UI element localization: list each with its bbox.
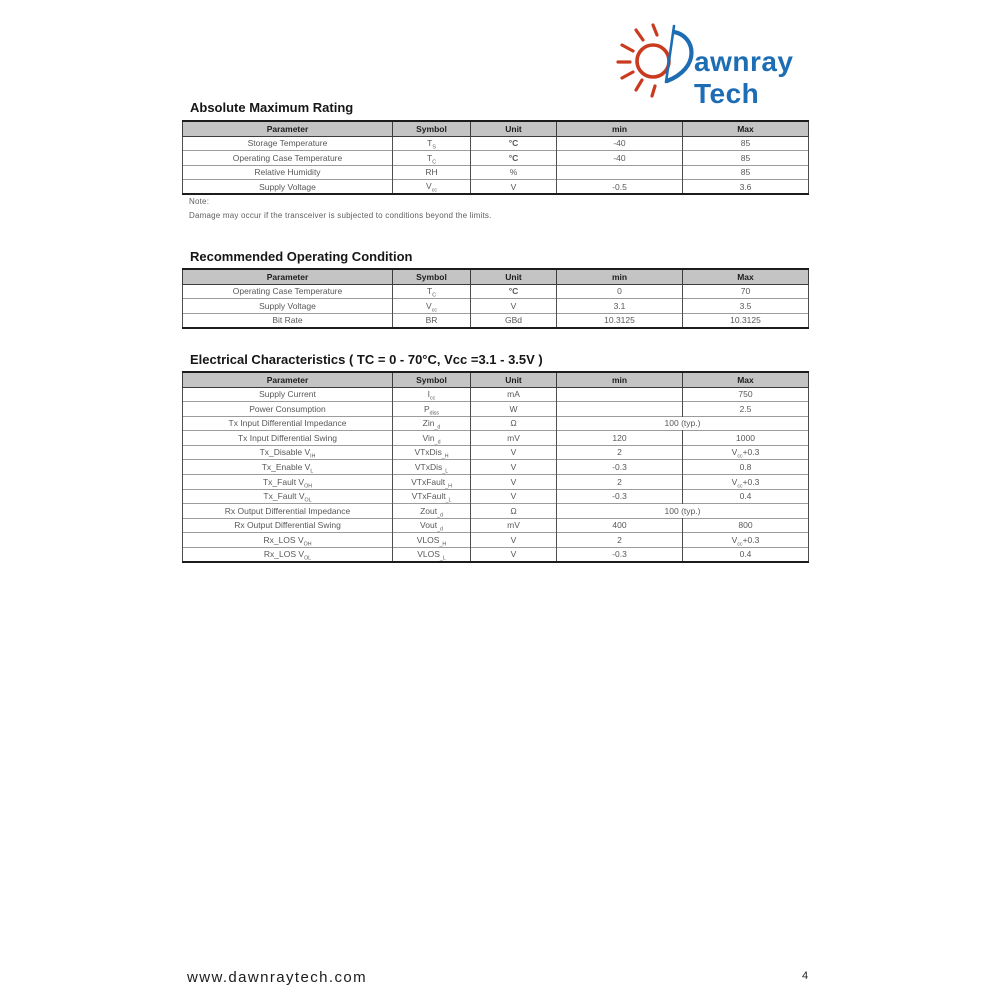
table-cell: 400 xyxy=(557,518,683,533)
table-cell: 0.8 xyxy=(683,460,809,475)
table-row xyxy=(183,416,809,431)
table-row xyxy=(183,402,809,417)
table-cell: $V_{cc}+0.3$ xyxy=(683,533,809,548)
table-cell: V xyxy=(471,548,557,563)
table-cell: Tx_Enable $V_L$ xyxy=(183,460,393,475)
table-cell: 85 xyxy=(683,151,809,166)
table-row xyxy=(183,299,809,314)
table-row xyxy=(183,504,809,519)
table-cell: 100 (typ.) xyxy=(557,416,809,431)
table-cell: V xyxy=(471,180,557,195)
table-cell: Relative Humidity xyxy=(183,165,393,180)
table-cell: Power Consumption xyxy=(183,402,393,417)
table-cell xyxy=(557,165,683,180)
table-cell: 10.3125 xyxy=(557,313,683,328)
table-cell: 2 xyxy=(557,445,683,460)
table-cell: 3.5 xyxy=(683,299,809,314)
table-cell: Vin$_{\_d}$ xyxy=(393,431,471,446)
table-cell: V xyxy=(471,489,557,504)
table-row xyxy=(183,548,809,563)
recommended-operating-condition-table xyxy=(182,268,809,329)
table-cell xyxy=(557,402,683,417)
table-row xyxy=(183,460,809,475)
logo-d xyxy=(666,26,692,82)
table-row xyxy=(183,431,809,446)
footer-url: www.dawnraytech.com xyxy=(187,969,367,986)
table-cell: 750 xyxy=(683,387,809,402)
table-row xyxy=(183,445,809,460)
sun-circle-icon xyxy=(637,45,669,77)
section-title-recommended-operating-condition: Recommended Operating Condition xyxy=(190,249,413,264)
note-text: Damage may occur if the transceiver is subjected to conditions beyond the limits. xyxy=(189,211,492,220)
table-cell: 100 (typ.) xyxy=(557,504,809,519)
table-cell: -0.3 xyxy=(557,489,683,504)
table-cell: V xyxy=(471,533,557,548)
table-cell: Vout$_{\_d}$ xyxy=(393,518,471,533)
table-cell: mV xyxy=(471,518,557,533)
column-header-min: min xyxy=(557,121,683,136)
table-cell: $VLOS_{\_L}$ xyxy=(393,548,471,563)
table-cell: Rx_LOS $V_{OL}$ xyxy=(183,548,393,563)
section-title-electrical-characteristics: Electrical Characteristics ( TC = 0 - 70°C, Vcc =3.1 - 3.5V ) xyxy=(190,352,543,367)
table-cell: $T_S$ xyxy=(393,136,471,151)
table-cell: V xyxy=(471,445,557,460)
table-cell: °C xyxy=(471,151,557,166)
table-cell: % xyxy=(471,165,557,180)
table-cell: 85 xyxy=(683,165,809,180)
column-header-min: min xyxy=(557,372,683,387)
table-cell: -0.3 xyxy=(557,460,683,475)
table-cell: 85 xyxy=(683,136,809,151)
column-header-unit: Unit xyxy=(471,269,557,284)
table-cell: $VLOS_{\_H}$ xyxy=(393,533,471,548)
table-cell: V xyxy=(471,460,557,475)
section-title-absolute-maximum-rating: Absolute Maximum Rating xyxy=(190,100,354,115)
table-cell: Rx Output Differential Swing xyxy=(183,518,393,533)
table-cell: Tx Input Differential Swing xyxy=(183,431,393,446)
table-cell: Zout$_{\_d}$ xyxy=(393,504,471,519)
table-cell: VTxFault$_{\_H}$ xyxy=(393,475,471,490)
table-cell: 2 xyxy=(557,533,683,548)
table-cell: VTxDis$_{\_L}$ xyxy=(393,460,471,475)
table-cell: GBd xyxy=(471,313,557,328)
table-cell: Zin$_{\_d}$ xyxy=(393,416,471,431)
table-cell: -40 xyxy=(557,151,683,166)
table-cell: Tx_Fault $V_{OH}$ xyxy=(183,475,393,490)
table-cell: Storage Temperature xyxy=(183,136,393,151)
table-row xyxy=(183,151,809,166)
table-cell: RH xyxy=(393,165,471,180)
header-row xyxy=(183,269,809,284)
column-header-unit: Unit xyxy=(471,372,557,387)
absolute-maximum-rating-table xyxy=(182,120,809,195)
table-cell: Supply Voltage xyxy=(183,299,393,314)
table-row xyxy=(183,165,809,180)
table-cell: $V_{cc}$ xyxy=(393,180,471,195)
table-cell: 0.4 xyxy=(683,548,809,563)
table-cell: Rx_LOS $V_{OH}$ xyxy=(183,533,393,548)
table-cell: -0.5 xyxy=(557,180,683,195)
column-header-max: Max xyxy=(683,372,809,387)
table-cell: Supply Current xyxy=(183,387,393,402)
table-cell: 70 xyxy=(683,284,809,299)
logo-text: awnray Tech xyxy=(694,46,794,109)
page-number: 4 xyxy=(802,970,809,982)
table-cell: $V_{cc}+0.3$ xyxy=(683,445,809,460)
table-cell: $V_{cc}$ xyxy=(393,299,471,314)
column-header-symbol: Symbol xyxy=(393,372,471,387)
table-cell: Tx Input Differential Impedance xyxy=(183,416,393,431)
table-cell: 2 xyxy=(557,475,683,490)
table-cell: Rx Output Differential Impedance xyxy=(183,504,393,519)
table-row xyxy=(183,180,809,195)
table-cell: VTxDis$_{\_H}$ xyxy=(393,445,471,460)
table-cell: $T_C$ xyxy=(393,151,471,166)
table-cell: VTxFault$_{\_L}$ xyxy=(393,489,471,504)
table-cell: $P_{diss}$ xyxy=(393,402,471,417)
logo xyxy=(608,10,858,109)
column-header-symbol: Symbol xyxy=(393,269,471,284)
table-cell: -40 xyxy=(557,136,683,151)
table-cell: V xyxy=(471,299,557,314)
table-cell: $I_{cc}$ xyxy=(393,387,471,402)
table-cell: $T_C$ xyxy=(393,284,471,299)
table-row xyxy=(183,489,809,504)
table-cell: W xyxy=(471,402,557,417)
table-cell: Operating Case Temperature xyxy=(183,284,393,299)
column-header-parameter: Parameter xyxy=(183,121,393,136)
table-row xyxy=(183,387,809,402)
table-cell: -0.3 xyxy=(557,548,683,563)
table-cell: Tx_Fault $V_{OL}$ xyxy=(183,489,393,504)
table-cell: BR xyxy=(393,313,471,328)
table-cell: V xyxy=(471,475,557,490)
table-cell: 1000 xyxy=(683,431,809,446)
table-cell: 0 xyxy=(557,284,683,299)
column-header-min: min xyxy=(557,269,683,284)
table-cell: Ω xyxy=(471,504,557,519)
table-cell: mV xyxy=(471,431,557,446)
table-row xyxy=(183,284,809,299)
column-header-parameter: Parameter xyxy=(183,372,393,387)
table-cell: 800 xyxy=(683,518,809,533)
column-header-unit: Unit xyxy=(471,121,557,136)
note-label: Note: xyxy=(189,197,210,206)
table-cell: 10.3125 xyxy=(683,313,809,328)
table-cell: 3.1 xyxy=(557,299,683,314)
table-cell: Supply Voltage xyxy=(183,180,393,195)
table-cell: mA xyxy=(471,387,557,402)
table-cell: Tx_Disable $V_{IH}$ xyxy=(183,445,393,460)
table-cell: 120 xyxy=(557,431,683,446)
table-cell: Ω xyxy=(471,416,557,431)
table-cell: 0.4 xyxy=(683,489,809,504)
electrical-characteristics-table xyxy=(182,371,809,563)
table-cell xyxy=(557,387,683,402)
column-header-max: Max xyxy=(683,121,809,136)
table-cell: Bit Rate xyxy=(183,313,393,328)
header-row xyxy=(183,372,809,387)
column-header-symbol: Symbol xyxy=(393,121,471,136)
table-cell: Operating Case Temperature xyxy=(183,151,393,166)
table-cell: $V_{cc}+0.3$ xyxy=(683,475,809,490)
column-header-max: Max xyxy=(683,269,809,284)
table-cell: 3.6 xyxy=(683,180,809,195)
table-row xyxy=(183,313,809,328)
table-cell: °C xyxy=(471,136,557,151)
table-row xyxy=(183,136,809,151)
table-row xyxy=(183,518,809,533)
column-header-parameter: Parameter xyxy=(183,269,393,284)
header-row xyxy=(183,121,809,136)
table-row xyxy=(183,475,809,490)
table-cell: °C xyxy=(471,284,557,299)
table-row xyxy=(183,533,809,548)
table-cell: 2.5 xyxy=(683,402,809,417)
